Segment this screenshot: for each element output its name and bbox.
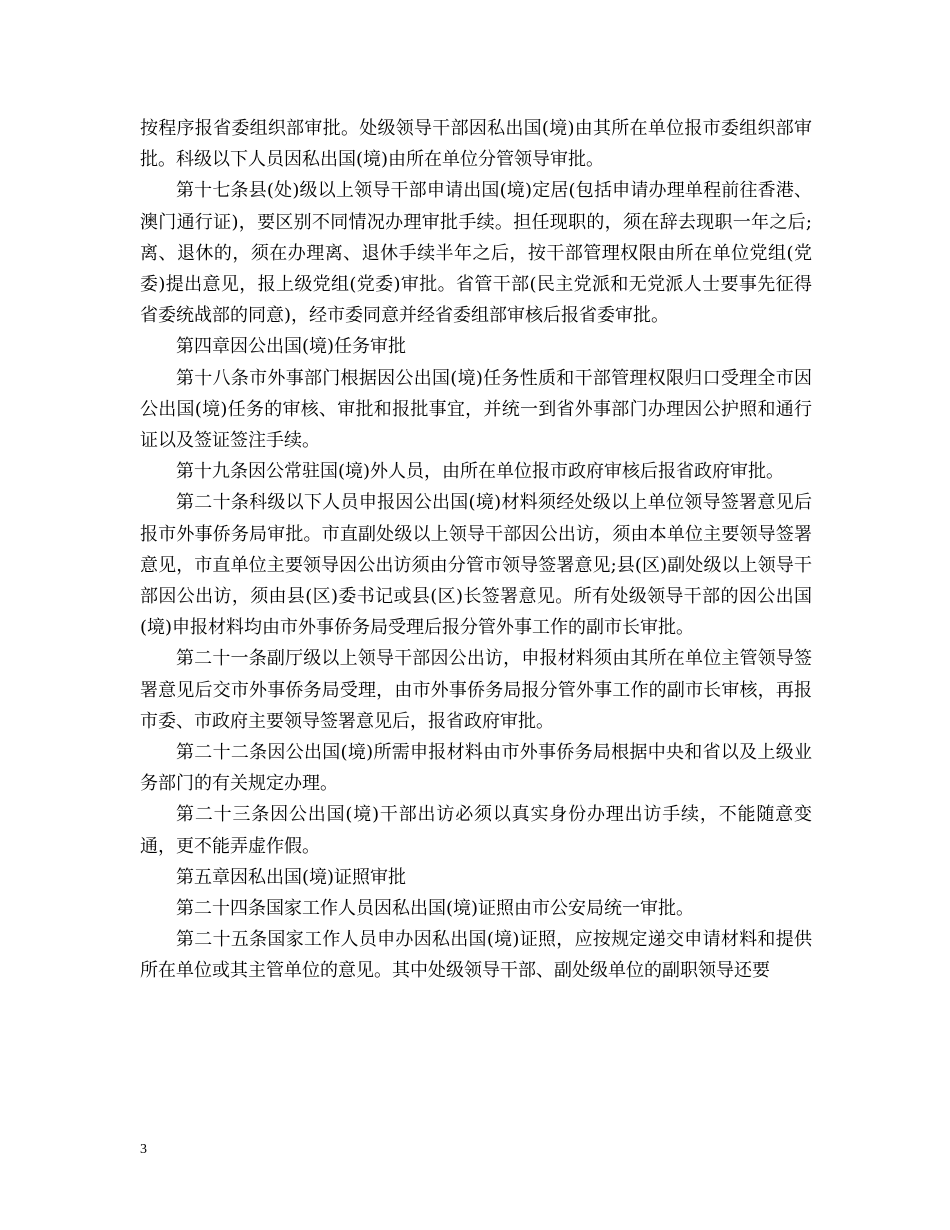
paragraph-9: 第二十三条因公出国(境)干部出访必须以真实身份办理出访手续，不能随意变通，更不能弄虚作假。	[140, 804, 812, 857]
paragraph-11: 第二十四条国家工作人员因私出国(境)证照由市公安局统一审批。	[176, 898, 695, 920]
paragraph-12: 第二十五条国家工作人员申办因私出国(境)证照，应按规定递交申请材料和提供所在单位或其主管单位的意见。其中处级领导干部、副处级单位的副职领导还要	[140, 929, 812, 982]
paragraph-6: 第二十条科级以下人员申报因公出国(境)材料须经处级以上单位领导签署意见后报市外事侨务局审批。市直副处级以上领导干部因公出访，须由本单位主要领导签署意见，市直单位主要领导因公出访须由分管市领导签署意见;县(区)副处级以上领导干部因公出访，须由县(区)委书记或县(区)长签署意见。所有处级领导干部的因公出国(境)申报材料均由市外事侨务局受理后报分管外事工作的副市长审批。	[140, 492, 812, 639]
document-body	[140, 113, 812, 987]
chapter-heading-5: 第五章因私出国(境)证照审批	[176, 866, 407, 888]
chapter-heading-4: 第四章因公出国(境)任务审批	[176, 336, 407, 358]
paragraph-5: 第十九条因公常驻国(境)外人员，由所在单位报市政府审核后报省政府审批。	[176, 461, 785, 483]
paragraph-2: 第十七条县(处)级以上领导干部申请出国(境)定居(包括申请办理单程前往香港、澳门通行证)，要区别不同情况办理审批手续。担任现职的，须在辞去现职一年之后;离、退休的，须在办理离、退休手续半年之后，按干部管理权限由所在单位党组(党委)提出意见，报上级党组(党委)审批。省管干部(民主党派和无党派人士要事先征得省委统战部的同意)，经市委同意并经省委组部审核后报省委审批。	[140, 180, 812, 327]
paragraph-4: 第十八条市外事部门根据因公出国(境)任务性质和干部管理权限归口受理全市因公出国(境)任务的审核、审批和报批事宜，并统一到省外事部门办理因公护照和通行证以及签证签注手续。	[140, 367, 812, 452]
paragraph-8: 第二十二条因公出国(境)所需申报材料由市外事侨务局根据中央和省以及上级业务部门的有关规定办理。	[140, 742, 812, 795]
paragraph-7: 第二十一条副厅级以上领导干部因公出访，申报材料须由其所在单位主管领导签署意见后交市外事侨务局受理，由市外事侨务局报分管外事工作的副市长审核，再报市委、市政府主要领导签署意见后，报省政府审批。	[140, 648, 812, 732]
paragraph-1: 按程序报省委组织部审批。处级领导干部因私出国(境)由其所在单位报市委组织部审批。科级以下人员因私出国(境)由所在单位分管领导审批。	[140, 118, 812, 171]
page-number: 3	[140, 1142, 147, 1157]
